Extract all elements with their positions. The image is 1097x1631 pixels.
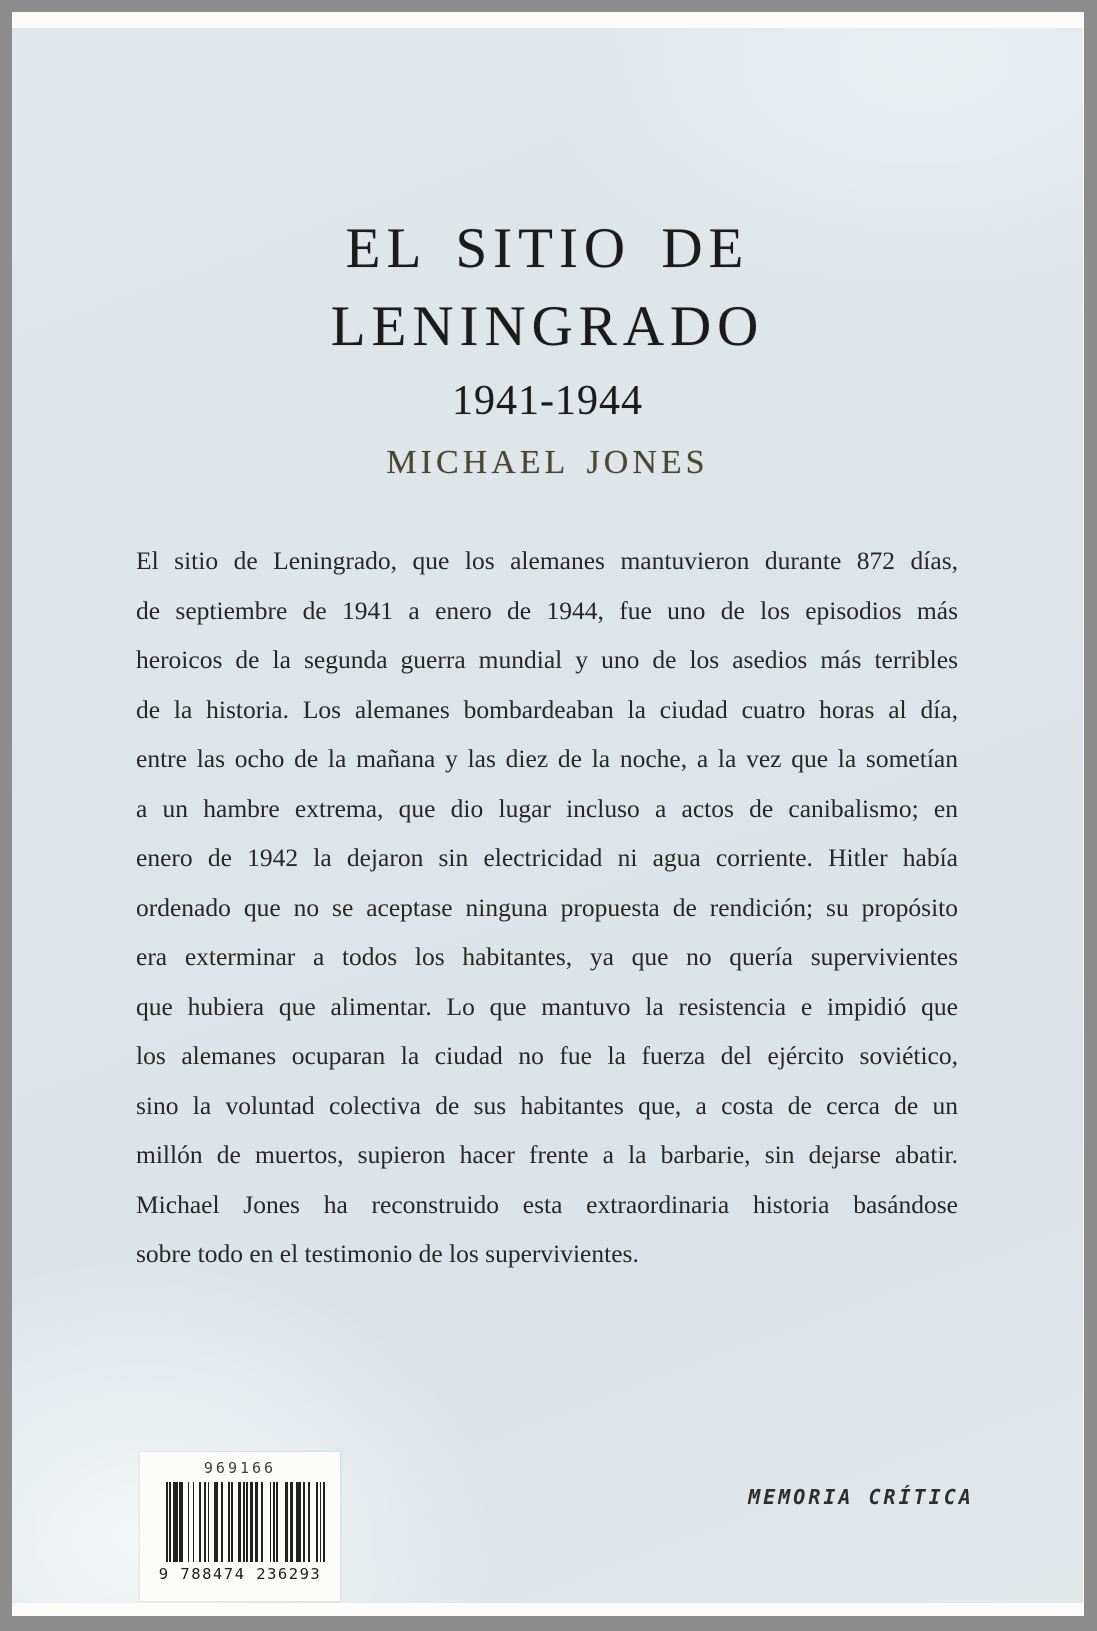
book-title-line1: EL SITIO DE	[345, 217, 750, 280]
book-title-line2: LENINGRADO	[330, 295, 765, 358]
synopsis-line: sino la voluntad colectiva de sus habitantes que, a costa de cerca de un	[136, 1090, 958, 1120]
synopsis-line: a un hambre extrema, que dio lugar incluso a actos de canibalismo; en	[136, 793, 958, 823]
synopsis-line: de septiembre de 1941 a enero de 1944, fue uno de los episodios más	[136, 595, 958, 625]
synopsis-line: ordenado que no se aceptase ninguna propuesta de rendición; su propósito	[136, 892, 958, 922]
synopsis-line: entre las ocho de la mañana y las diez de la noche, a la vez que la sometían	[136, 744, 958, 773]
synopsis-line: enero de 1942 la dejaron sin electricidad ni agua corriente. Hitler había	[136, 843, 958, 872]
synopsis	[136, 536, 958, 1279]
barcode-label	[140, 1452, 340, 1601]
book-author: MICHAEL JONES	[386, 444, 709, 481]
barcode-bars	[166, 1482, 326, 1562]
barcode-sticker-number: 969166	[203, 1459, 277, 1477]
synopsis-line: Michael Jones ha reconstruido esta extraordinaria historia basándose	[136, 1189, 958, 1219]
book-years: 1941-1944	[452, 378, 643, 424]
synopsis-line: era exterminar a todos los habitantes, ya que no quería supervivientes	[136, 942, 958, 971]
synopsis-line: sobre todo en el testimonio de los supervivientes.	[136, 1239, 639, 1268]
synopsis-line: El sitio de Leningrado, que los alemanes mantuvieron durante 872 días,	[136, 546, 958, 575]
synopsis-line: los alemanes ocuparan la ciudad no fue la fuerza del ejército soviético,	[136, 1041, 958, 1070]
synopsis-line: que hubiera que alimentar. Lo que mantuvo la resistencia e impidió que	[136, 991, 958, 1021]
synopsis-line: millón de muertos, supieron hacer frente a la barbarie, sin dejarse abatir.	[136, 1140, 958, 1169]
back-cover	[12, 28, 1083, 1603]
synopsis-line: heroicos de la segunda guerra mundial y uno de los asedios más terribles	[136, 645, 958, 674]
publisher-imprint: MEMORIA CRÍTICA	[748, 1485, 974, 1509]
isbn-number: 9 788474 236293	[158, 1565, 322, 1583]
synopsis-line: de la historia. Los alemanes bombardeaban la ciudad cuatro horas al día,	[136, 694, 958, 724]
